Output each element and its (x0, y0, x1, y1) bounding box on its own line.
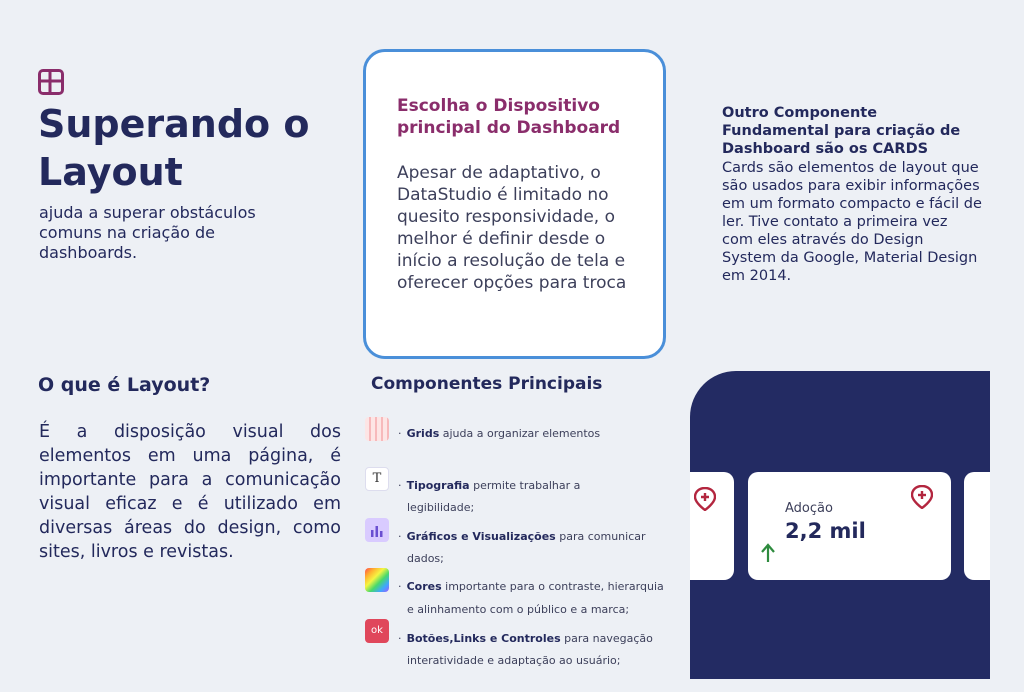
metric-value: 2,2 mil (785, 519, 866, 543)
device-card-body: Apesar de adaptativo, o DataStudio é limitado no quesito responsividade, o melhor é definir desde o início a resolução de tela e oferecer opções para troca (397, 163, 627, 293)
components-title: Componentes Principais (371, 374, 603, 394)
card-preview-panel (690, 371, 990, 679)
component-label: Gráficos e Visualizações (406, 530, 556, 543)
component-text-continued: e alinhamento com o público e a marca; (407, 603, 630, 616)
list-item (398, 575, 664, 594)
bullet: · (398, 530, 402, 543)
component-text: permite trabalhar a (469, 479, 581, 492)
component-label: Grids (406, 427, 440, 440)
color-palette-icon (365, 568, 389, 592)
component-text-continued: legibilidade; (407, 501, 475, 514)
list-item (398, 525, 646, 544)
device-card (363, 49, 666, 359)
bullet: · (398, 427, 402, 440)
layout-section-title: O que é Layout? (38, 374, 211, 396)
bullet: · (398, 580, 402, 593)
component-label: Tipografia (406, 479, 470, 492)
medical-pin-icon (911, 485, 933, 509)
page-title: Superando o Layout (38, 102, 310, 194)
bullet: · (398, 632, 402, 645)
component-text: importante para o contraste, hierarquia (441, 580, 664, 593)
component-text: ajuda a organizar elementos (439, 427, 601, 440)
ok-button-icon: ok (365, 619, 389, 643)
component-text: para comunicar (555, 530, 646, 543)
grid-stripes-icon (365, 417, 389, 441)
arrow-up-icon (761, 543, 775, 563)
device-card-title: Escolha o Dispositivo principal do Dashboard (397, 96, 621, 138)
list-item (398, 474, 580, 493)
card-preview-right (964, 472, 990, 580)
metric-card[interactable] (748, 472, 951, 580)
page-subtitle: ajuda a superar obstáculos comuns na criação de dashboards. (39, 203, 256, 262)
layout-section-body: É a disposição visual dos elementos em uma página, é importante para a comunicação visual eficaz e é utilizado em diversas áreas do design, como sites, livros e revistas. (39, 422, 341, 562)
component-label: Cores (406, 580, 442, 593)
list-item (398, 422, 600, 441)
typography-icon: T (365, 467, 389, 491)
component-text-continued: interatividade e adaptação ao usuário; (407, 654, 621, 667)
layout-grid-icon (38, 69, 64, 95)
metric-label: Adoção (785, 501, 833, 516)
component-label: Botões,Links e Controles (406, 632, 561, 645)
bullet: · (398, 479, 402, 492)
cards-section-title: Outro Componente Fundamental para criação de Dashboard são os CARDS (722, 105, 961, 157)
medical-pin-icon (694, 487, 716, 511)
bar-chart-icon (365, 518, 389, 542)
component-text: para navegação (560, 632, 653, 645)
list-item (398, 627, 653, 646)
card-preview-left (690, 472, 734, 580)
component-text-continued: dados; (407, 552, 444, 565)
cards-section-body: Cards são elementos de layout que são usados para exibir informações em um formato compacto e fácil de ler. Tive contato a primeira vez com eles através do Design System da Google, Material Design em 2014. (722, 160, 982, 284)
